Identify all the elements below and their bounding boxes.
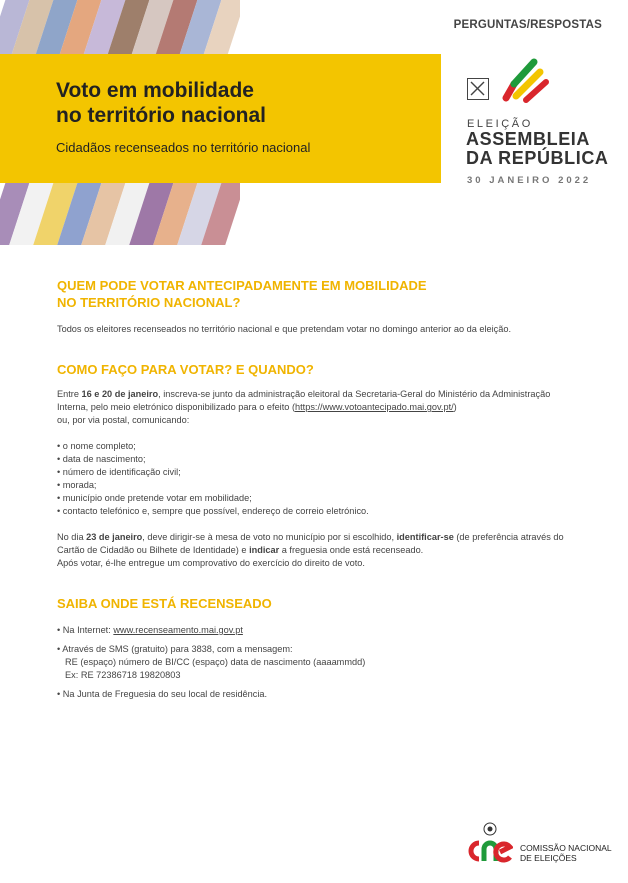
section-heading-who: QUEM PODE VOTAR ANTECIPADAMENTE EM MOBILIDADE NO TERRITÓRIO NACIONAL? <box>57 278 427 310</box>
required-info-list <box>57 440 577 518</box>
coat-of-arms-icon <box>483 822 497 836</box>
section-text-who: Todos os eleitores recenseados no território nacional e que pretendam votar no domingo anterior ao da eleição. <box>57 324 512 334</box>
list-item: • o nome completo; <box>57 440 577 453</box>
list-item: • data de nascimento; <box>57 453 577 466</box>
recenseamento-link[interactable]: www.recenseamento.mai.gov.pt <box>113 625 243 635</box>
cne-logo-icon <box>467 837 513 865</box>
header-photo-strip <box>0 0 240 54</box>
how-paragraph-3: Após votar, é-lhe entregue um comprovativo do exercício do direito de voto. <box>57 558 365 568</box>
footer-photo-strip <box>0 183 240 245</box>
list-item: • Na Internet: www.recenseamento.mai.gov.pt <box>57 624 577 637</box>
how-paragraph-1: Entre 16 e 20 de janeiro, inscreva-se junto da administração eleitoral da Secretaria-Geral do Ministério da Administração Interna, pelo meio eletrónico disponibilizado para o efeito (https://www.votoantecipado.mai.gov.pt/) ou, por via postal, comunicando: <box>57 389 551 425</box>
where-list <box>57 624 577 701</box>
votoantecipado-link[interactable]: https://www.votoantecipado.mai.gov.pt/ <box>295 402 454 412</box>
section-heading-how: COMO FAÇO PARA VOTAR? E QUANDO? <box>57 362 314 377</box>
ballot-x-icon <box>467 78 489 100</box>
list-item: • Na Junta de Freguesia do seu local de residência. <box>57 688 577 701</box>
election-name: ASSEMBLEIA DA REPÚBLICA <box>466 129 609 168</box>
list-item: • contacto telefónico e, sempre que possível, endereço de correio eletrónico. <box>57 505 577 518</box>
cne-name: COMISSÃO NACIONAL DE ELEIÇÕES <box>520 843 612 863</box>
page-subtitle: Cidadãos recenseados no território nacional <box>56 140 311 155</box>
list-item: • morada; <box>57 479 577 492</box>
election-label: ELEIÇÃO <box>467 118 533 130</box>
list-item: • município onde pretende votar em mobilidade; <box>57 492 577 505</box>
main-content <box>57 277 577 701</box>
list-item: • número de identificação civil; <box>57 466 577 479</box>
list-item: • Através de SMS (gratuito) para 3838, com a mensagem: RE (espaço) número de BI/CC (espaço) data de nascimento (aaaammdd) Ex: RE 72386718 19820803 <box>57 643 577 682</box>
election-stripes-icon <box>500 54 550 104</box>
title-banner <box>0 54 441 183</box>
page-title: Voto em mobilidade no território nacional <box>56 79 267 127</box>
how-paragraph-2: No dia 23 de janeiro, deve dirigir-se à mesa de voto no município por si escolhido, identificar-se (de preferência através do Cartão de Cidadão ou Bilhete de Identidade) e indicar a freguesia onde está recenseado. <box>57 532 564 555</box>
page-kicker: PERGUNTAS/RESPOSTAS <box>453 19 602 31</box>
election-date: 30 JANEIRO 2022 <box>467 175 592 186</box>
section-heading-where: SAIBA ONDE ESTÁ RECENSEADO <box>57 596 272 611</box>
